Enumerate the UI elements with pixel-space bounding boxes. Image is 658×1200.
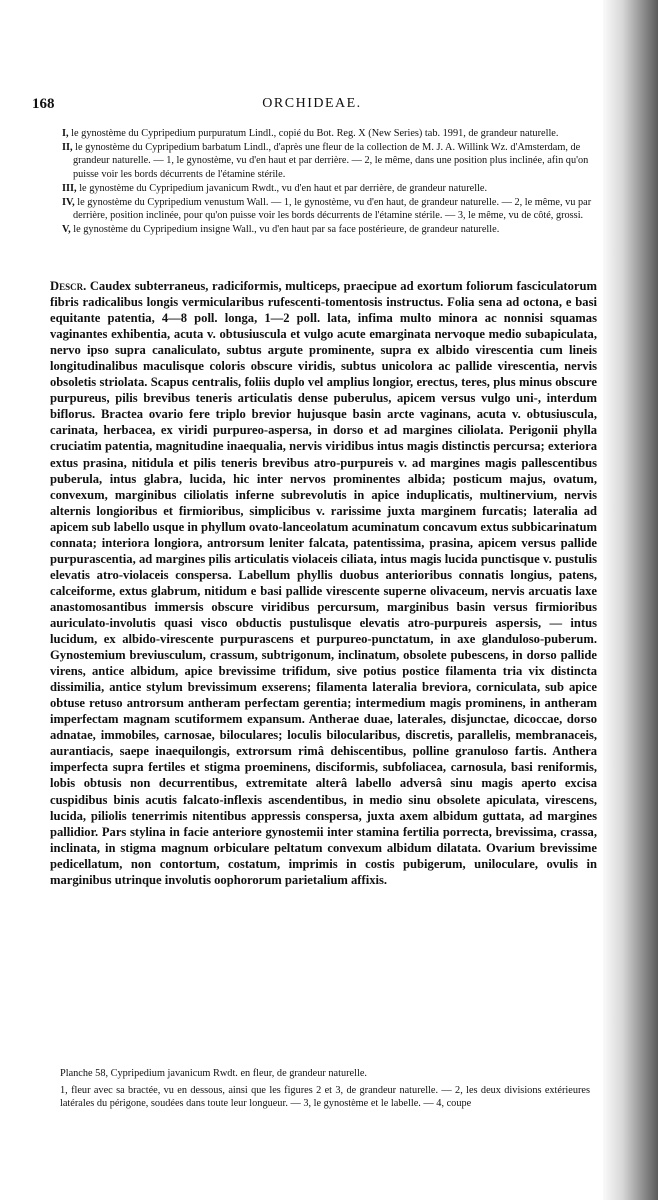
- plate-legend: [62, 127, 592, 238]
- plate-text: le gynostème du Cypripedium venustum Wall. — 1, le gynostème, vu d'en haut, de grandeur naturelle. — 2, le même, vu par derrière, position inclinée, pour qu'on puisse voir les bords décurrents de l'étamine stérile. — 3, le même, vu de côté, grossi.: [73, 197, 592, 222]
- footnote-detail-line: 1, fleur avec sa bractée, vu en dessous, ainsi que les figures 2 et 3, de grandeur naturelle. — 2, les deux divisions extérieures latérales du périgone, soudées dans toute leur longueur. — 3, le gynostème et le labelle. — 4, coupe: [60, 1084, 590, 1109]
- plate-legend-entry: [62, 182, 592, 195]
- plate-legend-entry: [62, 127, 592, 140]
- plate-legend-entry: [62, 196, 592, 222]
- footnote-plate-line: Planche 58, Cypripedium javanicum Rwdt. en fleur, de grandeur naturelle.: [60, 1068, 367, 1079]
- plate-footnotes: [60, 1067, 590, 1111]
- plate-number: V,: [62, 224, 71, 236]
- plate-number: I,: [62, 128, 69, 139]
- plate-text: le gynostème du Cypripedium insigne Wall., vu d'en haut par sa face postérieure, de grandeur naturelle.: [73, 224, 500, 236]
- page-number: 168: [32, 96, 55, 112]
- plate-number: IV,: [62, 197, 75, 209]
- plate-text: le gynostème du Cypripedium javanicum Rwdt., vu d'en haut et par derrière, de grandeur naturelle.: [79, 182, 488, 194]
- description-body: Caudex subterraneus, radiciformis, multiceps, praecipue ad exortum foliorum fasciculatorum fibris radicalibus longis vermicularibus rufescenti-tomentosis instructus. Folia sena ad octona, e basi equitante patentia, 4—8 poll. longa, 1—2 poll. lata, infima multo minora ac nonnisi squamas vaginantes exhibentia, acuta v. obtusiuscula et vulgo acute emarginata nervoque medio subapiculata, nervo ipso supra canaliculato, subtus argute prominente, supra ex albido virescentia cum lineis longitudinalibus maculisque coloris obscure viridis, subtus unicolora ac pallide virescentia, nervis obsoletis striolata. Scapus centralis, foliis duplo vel amplius longior, erectus, teres, plus minus obscure purpureus, pilis brevibus teneris articulatis dense puberulus, apicem versus vulgo uni-, interdum biflorus. Bractea ovario fere triplo brevior hujusque basin arcte vaginans, acuta v. obtusiuscula, carinata, herbacea, ex viridi purpureo-aspersa, in dorso et ad margines ciliolata. Perigonii phylla cruciatim patentia, magnitudine inaequalia, nervis viridibus intus magis distinctis percursa; exteriora extus prasina, nitidula et pilis teneris brevibus atro-purpureis v. ad margines magis pallescentibus puberula, intus glabra, lucida, hic inter nervos prominentes albida; posticum majus, ovatum, convexum, marginibus ciliolatis inferne subrevolutis in apice induplicatis, multinervium, nervis alternis longioribus et firmioribus, simplicibus v. rarissime juxta marginem furcatis; lateralia ad apicem sub labello usque in phyllum ovato-lanceolatum acuminatum concavum extus subbicarinatum connata; interiora longiora, antrorsum leniter falcata, patentissima, prasina, apicem versus pallide purpurascentia, ad margines pilis articulatis violaceis ciliata, intus magis lucida punctisque v. pustulis elevatis atro-violaceis conspersa. Labellum phyllis duobus anterioribus connatis longius, patens, calceiforme, extus glabrum, nitidum e basi pallide virescente superne olivaceum, nervis arcuatis laxe anastomosantibus immersis obscure viridibus percursum, marginibus basin versus firmioribus auriculato-involutis quasi visco obductis pustulisque elevatis atro-purpureis aspersis, — intus lucidum, ex albido-virescente purpurascens et purpureo-punctatum, in axe glanduloso-puberum. Gynostemium breviusculum, crassum, subtrigonum, inclinatum, obsolete pubescens, in dorso pallide virens, antice albidum, apice brevissime trifidum, sive potius postice filamenta tria vix distincta dissimilia, antice stylum brevissimum exserens; filamenta lateralia breviora, corniculata, sub apice obtuse retuso antrorsum antheram perfectam gerentia; intermedium magis prominens, in antheram imperfectam magnam scutiformem expansum. Antherae duae, laterales, disjunctae, dicoccae, dorso adnatae, immobiles, carnosae, biloculares; loculis bilocularibus, discretis, parallelis, membranaceis, aurantiacis, saepe inaequilongis, extrorsum rimâ dehiscentibus, polline granuloso fartis. Anthera imperfecta supra fertiles et stigma proeminens, disciformis, subfoliacea, carnosula, basi reniformis, lobis obtusis non decurrentibus, extremitate alterâ labello adversâ sinu magis aperto excisa cuspidibus binis acutis falcato-inflexis ascendentibus, in medio sinu obsolete apiculata, virescens, lucida, piliolis tenerrimis nitentibus appressis conspersa, juxta axem albidum guttata, ad margines pallidior. Pars stylina in facie anteriore gynostemii inter stamina fertilia porrecta, brevissima, crassa, inclinata, in stigma magnum orbiculare peltatum convexum albidum dilatata. Ovarium brevissime pedicellatum, non contortum, costatum, imprimis in costis pubigerum, uniloculare, ovulis in marginibus utrinque involutis oophororum parietalium affixis.: [50, 279, 597, 887]
- page-header: [32, 96, 592, 118]
- plate-number: III,: [62, 182, 77, 194]
- plate-text: le gynostème du Cypripedium purpuratum Lindl., copié du Bot. Reg. X (New Series) tab. 1991, de grandeur naturelle.: [71, 128, 559, 139]
- running-title: ORCHIDEAE.: [262, 96, 362, 111]
- plate-text: le gynostème du Cypripedium barbatum Lindl., d'après une fleur de la collection de M. J. A. Willink Wz. d'Amsterdam, de grandeur naturelle. — 1, le gynostème, vu d'en haut et par derrière. — 2, le même, dans une position plus inclinée, afin qu'on puisse voir les bords décurrents de l'étamine stérile.: [73, 142, 589, 180]
- description-lead: Descr.: [50, 279, 87, 293]
- species-description: [50, 278, 597, 888]
- plate-legend-entry: [62, 141, 592, 181]
- plate-legend-entry: [62, 223, 592, 236]
- page-edge-shadow: [603, 0, 658, 1200]
- plate-number: II,: [62, 142, 73, 154]
